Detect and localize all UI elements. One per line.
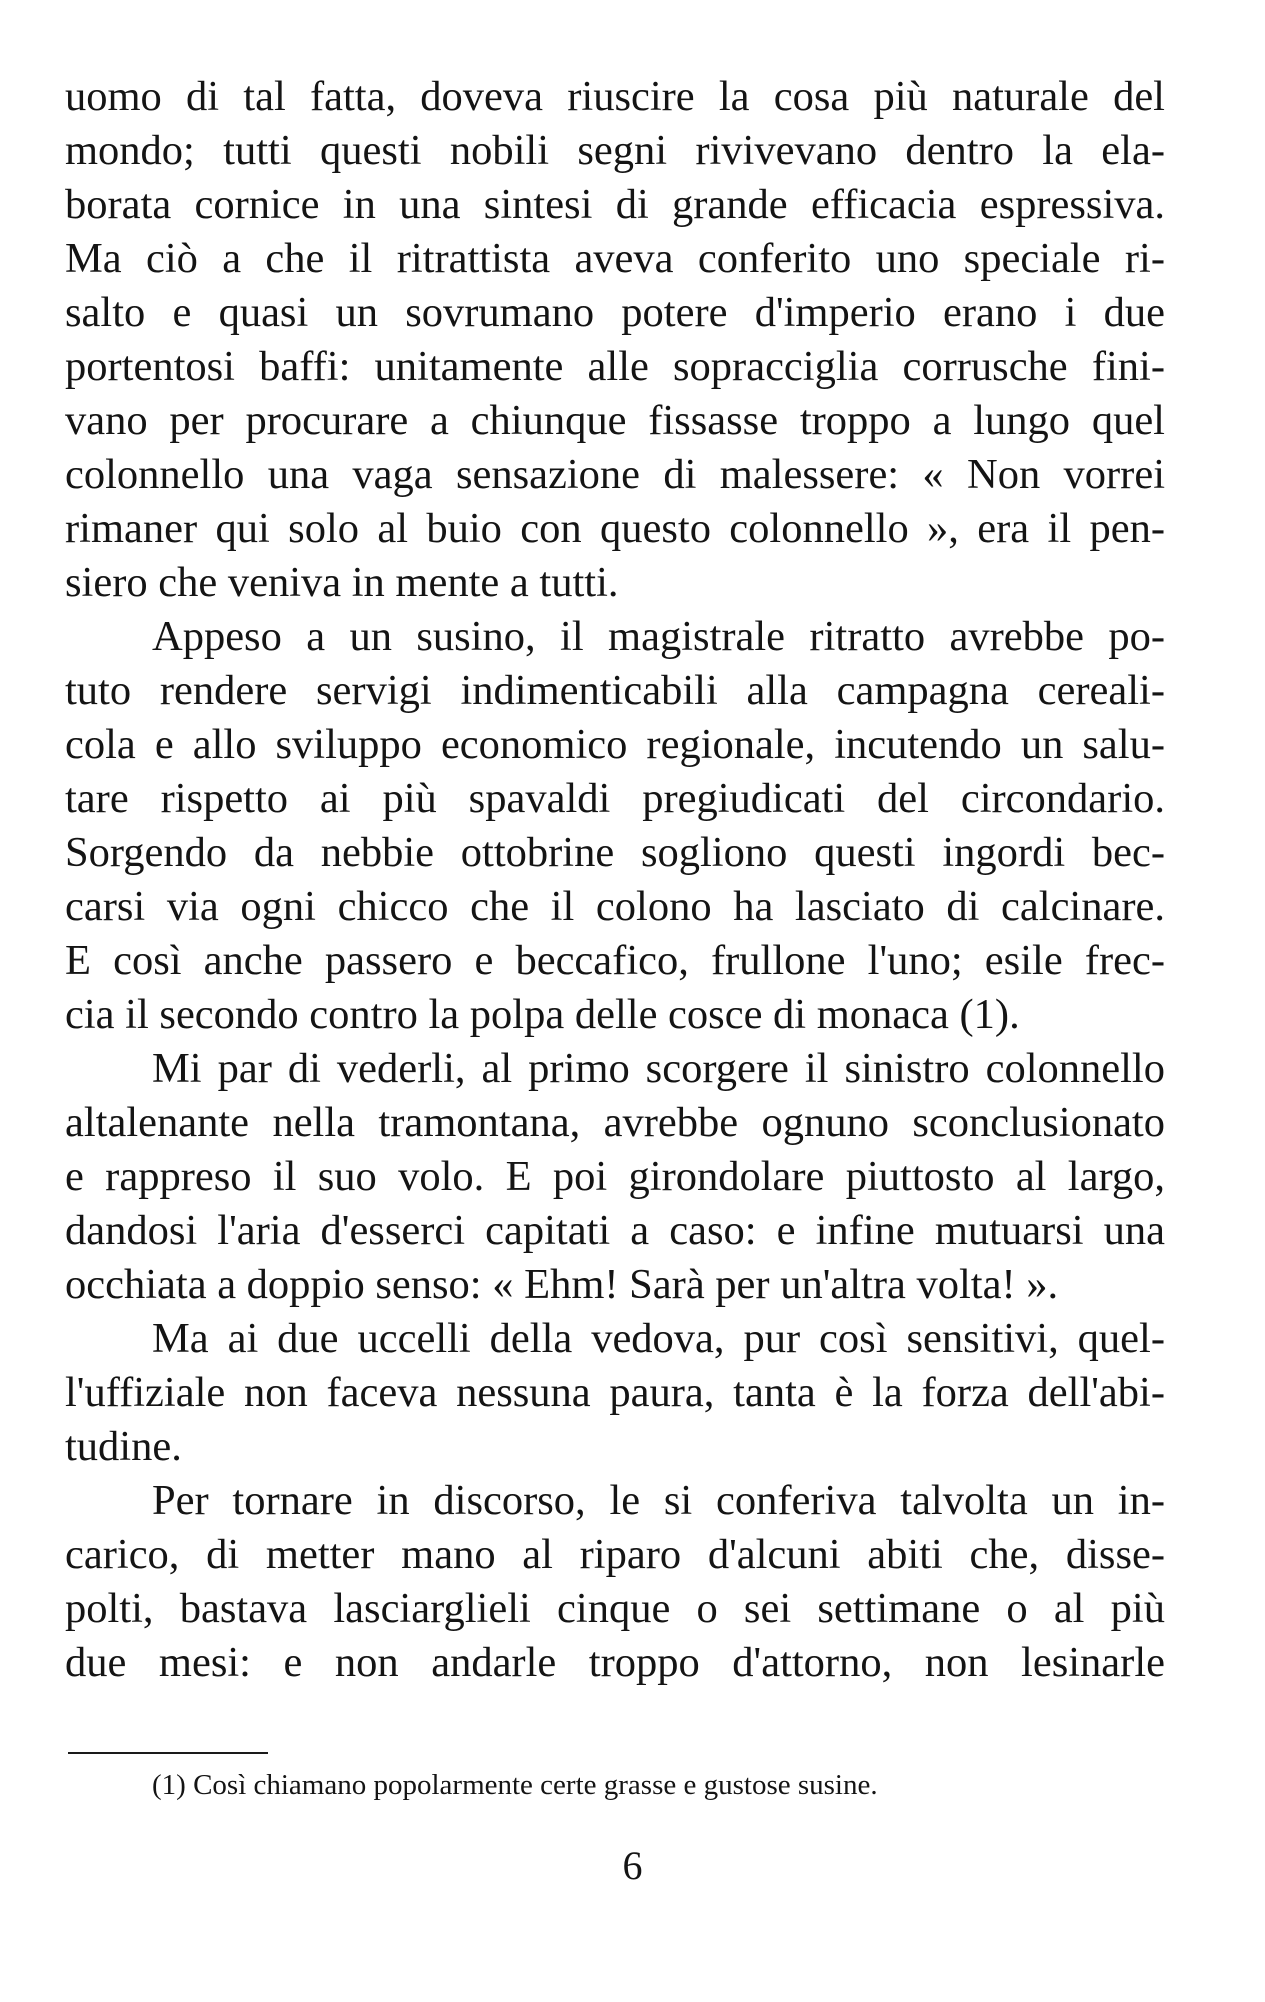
text-line: Ma ai due uccelli della vedova, pur così sensitivi, quel-: [152, 1315, 1165, 1362]
text-line: borata cornice in una sintesi di grande efficacia espressiva.: [65, 181, 1165, 228]
text-line: Per tornare in discorso, le si conferiva talvolta un in-: [152, 1477, 1165, 1524]
text-line: vano per procurare a chiunque fissasse troppo a lungo quel: [65, 397, 1165, 444]
text-line: occhiata a doppio senso: « Ehm! Sarà per un'altra volta! ».: [65, 1261, 1059, 1308]
text-line: tuto rendere servigi indimenticabili alla campagna cereali-: [65, 667, 1165, 714]
text-line: carico, di metter mano al riparo d'alcuni abiti che, disse-: [65, 1531, 1165, 1578]
text-line: uomo di tal fatta, doveva riuscire la cosa più naturale del: [65, 73, 1165, 120]
text-line: dandosi l'aria d'esserci capitati a caso: e infine mutuarsi una: [65, 1207, 1165, 1254]
text-line: Appeso a un susino, il magistrale ritratto avrebbe po-: [152, 613, 1165, 660]
text-line: e rappreso il suo volo. E poi girondolare piuttosto al largo,: [65, 1153, 1165, 1200]
text-line: colonnello una vaga sensazione di malessere: « Non vorrei: [65, 451, 1165, 498]
text-line: cia il secondo contro la polpa delle cosce di monaca (1).: [65, 991, 1020, 1038]
text-line: due mesi: e non andarle troppo d'attorno, non lesinarle: [65, 1639, 1165, 1686]
text-line: l'uffiziale non faceva nessuna paura, tanta è la forza dell'abi-: [65, 1369, 1165, 1416]
text-line: altalenante nella tramontana, avrebbe ognuno sconclusionato: [65, 1099, 1165, 1146]
text-line: Ma ciò a che il ritrattista aveva conferito uno speciale ri-: [65, 235, 1165, 282]
text-line: rimaner qui solo al buio con questo colonnello », era il pen-: [65, 505, 1165, 552]
text-line: tare rispetto ai più spavaldi pregiudicati del circondario.: [65, 775, 1165, 822]
text-line: tudine.: [65, 1423, 182, 1470]
text-line: salto e quasi un sovrumano potere d'imperio erano i due: [65, 289, 1165, 336]
text-line: Mi par di vederli, al primo scorgere il sinistro colonnello: [152, 1045, 1165, 1092]
body-text: [65, 70, 1165, 1690]
text-line: carsi via ogni chicco che il colono ha lasciato di calcinare.: [65, 883, 1165, 930]
text-line: polti, bastava lasciarglieli cinque o sei settimane o al più: [65, 1585, 1165, 1632]
footnote: (1) Così chiamano popolarmente certe grasse e gustose susine.: [152, 1769, 878, 1801]
text-line: siero che veniva in mente a tutti.: [65, 559, 619, 606]
footnote-rule: [68, 1752, 268, 1754]
text-line: cola e allo sviluppo economico regionale, incutendo un salu-: [65, 721, 1165, 768]
text-line: Sorgendo da nebbie ottobrine sogliono questi ingordi bec-: [65, 829, 1165, 876]
text-line: portentosi baffi: unitamente alle sopracciglia corrusche fini-: [65, 343, 1165, 390]
text-line: E così anche passero e beccafico, frullone l'uno; esile frec-: [65, 937, 1165, 984]
page-number: 6: [622, 1843, 643, 1888]
text-line: mondo; tutti questi nobili segni rivivevano dentro la ela-: [65, 127, 1165, 174]
